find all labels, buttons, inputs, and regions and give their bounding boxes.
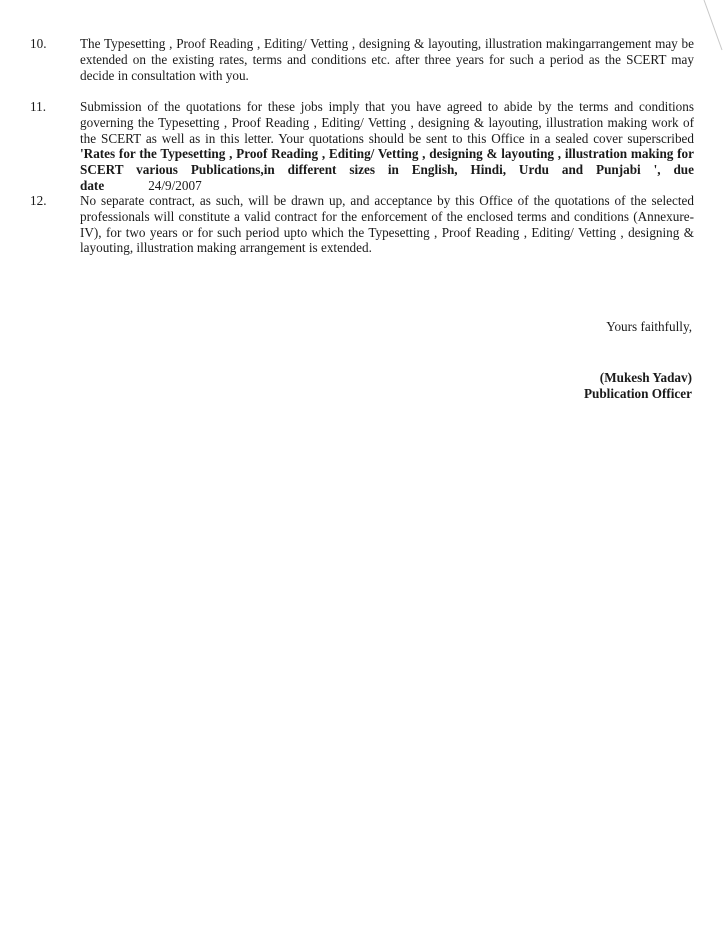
paragraph-10 [30,36,694,83]
paragraph-11 [30,99,694,194]
paragraph-text: Submission of the quotations for these jobs imply that you have agreed to abide by the terms and conditions governing the Typesetting , Proof Reading , Editing/ Vetting , designing & layouting, illustration making work of the SCERT as well as in this letter. Your quotations should be sent to this Office in a sealed cover superscribed [80,99,694,146]
quotation-superscription: 'Rates for the Typesetting , Proof Reading , Editing/ Vetting , designing & layouting , illustration making for SCERT various Publications,in different sizes in English, Hindi, Urdu and Punjabi ', due date [80,146,694,193]
signatory-name: (Mukesh Yadav) [599,370,692,385]
paragraph-number: 12. [30,193,47,208]
paragraph-number: 10. [30,36,47,51]
paragraph-text-container [80,99,694,194]
paragraph-text: No separate contract, as such, will be drawn up, and acceptance by this Office of the quotations of the selected professionals will constitute a valid contract for the enforcement of the enclosed terms and conditions (Annexure-IV), for two years or for such period upto which the Typesetting , Proof Reading , Editing/ Vetting , designing & layouting, illustration making arrangement is extended. [80,193,694,256]
paragraph-12 [30,193,694,256]
signatory-title: Publication Officer [583,386,692,401]
paragraph-text: The Typesetting , Proof Reading , Editing/ Vetting , designing & layouting, illustration makingarrangement may be extended on the existing rates, terms and conditions etc. after three years for such a period as the SCERT may decide in consultation with you. [80,36,694,83]
salutation: Yours faithfully, [606,319,692,334]
scan-edge-mark [700,0,724,60]
paragraph-number: 11. [30,99,46,114]
due-date: 24/9/2007 [148,177,202,193]
